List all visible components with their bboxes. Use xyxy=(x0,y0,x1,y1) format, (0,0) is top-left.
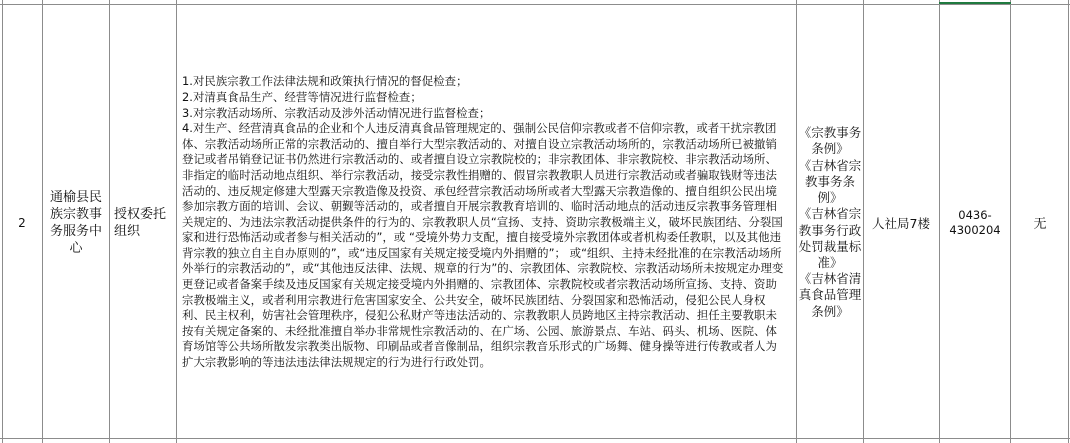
cell-address[interactable] xyxy=(864,6,938,439)
delegation-type-text: 授权委托组织 xyxy=(114,206,167,239)
selected-cell-indicator xyxy=(939,0,1011,4)
department-text: 通榆县民族宗教事务服务中心 xyxy=(49,189,102,256)
basis-item: 《宗教事务条例》 xyxy=(798,125,862,157)
scope-line: 1.对民族宗教工作法律法规和政策执行情况的督促检查； xyxy=(182,74,468,89)
legal-basis-text xyxy=(798,125,862,319)
remark-text: 无 xyxy=(1033,217,1047,232)
basis-item: 《吉林省宗教事务条例》 xyxy=(798,157,862,206)
cell-scope[interactable] xyxy=(178,6,794,439)
address-text: 人社局7楼 xyxy=(872,215,930,231)
cell-remark[interactable] xyxy=(1012,6,1068,439)
col-border xyxy=(1068,0,1069,443)
scope-line: 4.对生产、经营清真食品的企业和个人违反清真食品管理规定的、强制公民信仰宗教或者不信仰宗教，或者干扰宗教团体、宗教活动场所正常的宗教活动的、擅自举行大型宗教活动的、对擅自设立宗教活动场所的，宗教活动场所已被撤销登记或者吊销登记证书仍然进行宗教活动的、或者擅自设立宗教院校的；非宗教团体、非宗教院校、非宗教活动场所、非指定的临时活动地点组织、举行宗教活动，接受宗教性捐赠的、假冒宗教教职人员进行宗教活动或者骗取钱财等违法活动的、违反规定修建大型露天宗教造像及投资、承包经营宗教活动场所或者大型露天宗教造像的、擅自组织公民出境参加宗教方面的培训、会议、朝觐等活动的，或者擅自开展宗教教育培训的、临时活动地点的活动违反宗教事务管理相关规定的、为违法宗教活动提供条件的行为的、宗教教职人员“宣扬、支持、资助宗教极端主义，破坏民族团结、分裂国家和进行恐怖活动或者参与相关活动的”，或 “受境外势力支配，擅自接受境外宗教团体或者机构委任教职，以及其他违背宗教的独立自主自办原则的”，或“违反国家有关规定接受境内外捐赠的”； 或“组织、主持未经批准的在宗教活动场所外举行的宗教活动的”，或“其他违反法律、法规、规章的行为”的、宗教团体、宗教院校、宗教活动场所未按规定办理变更登记或者备案手续及违反国家有关规定接受境内外捐赠的、宗教团体、宗教院校或者宗教活动场所宣扬、支持、资助宗教极端主义，或者利用宗教进行危害国家安全、公共安全，破坏民族团结、分裂国家和恐怖活动，侵犯公民人身权利、民主权利，妨害社会管理秩序，侵犯公私财产等违法活动的、宗教教职人员跨地区主持宗教活动、担任主要教职未按有关规定备案的、未经批准擅自举办非常规性宗教活动的、在广场、公园、旅游景点、车站、码头、机场、医院、体育场馆等公共场所散发宗教类出版物、印刷品或者音像制品，组织宗教音乐形式的广场舞、健身操等进行传教或者人为扩大宗教影响的等违法违法律法规规定的行为进行行政处罚。 xyxy=(182,121,784,370)
scope-text xyxy=(182,74,788,370)
seq-text: 2 xyxy=(18,215,26,230)
row-top-border xyxy=(0,4,1070,5)
scope-line: 3.对宗教活动场所、宗教活动及涉外活动情况进行监督检查； xyxy=(182,105,491,120)
cell-department[interactable] xyxy=(44,6,108,439)
scope-line: 2.对清真食品生产、经营等情况进行监督检查； xyxy=(182,89,422,104)
col-border xyxy=(1010,0,1011,443)
phone-text: 0436-4300204 xyxy=(949,207,1001,237)
cell-delegation-type[interactable] xyxy=(110,6,176,439)
cell-phone[interactable] xyxy=(940,6,1010,439)
basis-item: 《吉林省宗教事务行政处罚裁量标准》 xyxy=(798,206,862,270)
col-border xyxy=(176,0,177,443)
basis-item: 《吉林省清真食品管理条例》 xyxy=(798,271,862,319)
col-border xyxy=(42,0,43,443)
col-border xyxy=(796,0,797,443)
cell-legal-basis[interactable] xyxy=(798,6,862,439)
cell-seq[interactable] xyxy=(3,6,41,439)
